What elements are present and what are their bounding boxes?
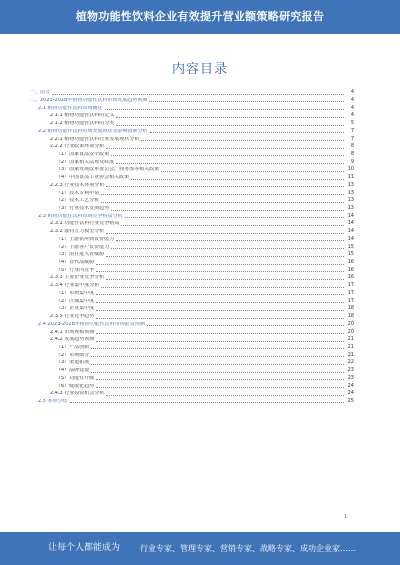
toc-entry[interactable] — [30, 181, 354, 189]
toc-entry-page: 25 — [347, 397, 354, 404]
toc-entry-label: 2.3.4 行业集中度分析 — [50, 283, 100, 289]
toc-leader-dots — [161, 170, 344, 172]
toc-entry-page: 16 — [347, 266, 354, 273]
toc-entry-label: 2.4.2 发展趋势预测 — [50, 337, 95, 343]
toc-leader-dots — [96, 340, 344, 342]
toc-entry[interactable] — [30, 258, 354, 266]
toc-leader-dots — [52, 93, 344, 95]
toc-entry[interactable] — [30, 250, 354, 258]
toc-leader-dots — [121, 224, 344, 226]
toc-entry[interactable] — [30, 320, 354, 328]
toc-leader-dots — [96, 263, 344, 265]
toc-entry-page: 13 — [347, 181, 354, 188]
toc-leader-dots — [101, 201, 344, 203]
toc-leader-dots — [116, 116, 344, 118]
toc-leader-dots — [96, 309, 344, 311]
toc-entry[interactable] — [30, 219, 354, 227]
toc-entry-page: 14 — [347, 235, 354, 242]
toc-entry-label: （2）下游客户议价能力 — [56, 244, 110, 250]
toc-entry-page: 16 — [347, 274, 354, 281]
toc-entry[interactable] — [30, 127, 354, 135]
toc-entry[interactable] — [30, 289, 354, 297]
toc-entry-page: 13 — [347, 189, 354, 196]
toc-entry-label: 2.4 2023-2028年植物功能性饮料市场前景预测 — [38, 321, 145, 327]
toc-entry[interactable] — [30, 235, 354, 243]
toc-leader-dots — [116, 162, 344, 164]
toc-entry-page: 15 — [347, 251, 354, 258]
toc-entry[interactable] — [30, 196, 354, 204]
toc-leader-dots — [106, 232, 344, 234]
toc-entry-page: 15 — [347, 243, 354, 250]
toc-entry-page: 16 — [347, 259, 354, 266]
toc-entry-label: 二、2023-2028年植物功能性饮料市场发展趋势预测 — [30, 97, 148, 103]
toc-leader-dots — [101, 286, 344, 288]
toc-entry-label: 2.3.5 行业竞争趋势 — [50, 314, 95, 320]
toc-entry-label: （2）国家相关法规及标准 — [56, 159, 115, 165]
toc-entry[interactable] — [30, 188, 354, 196]
toc-entry-label: （3）行业技术发展趋势 — [56, 206, 110, 211]
toc-entry-page: 18 — [347, 305, 354, 312]
toc-entry-label: （6）健康化趋势 — [56, 383, 95, 389]
toc-leader-dots — [111, 247, 344, 249]
toc-leader-dots — [149, 100, 344, 102]
toc-entry-label: （3）渠道拓展 — [56, 360, 90, 366]
toc-entry[interactable] — [30, 350, 354, 358]
toc-entry-label: 2.1.2 植物功能性饮料的分类 — [50, 121, 115, 127]
toc-entry[interactable] — [30, 157, 354, 165]
toc-entry[interactable] — [30, 273, 354, 281]
toc-entry[interactable] — [30, 242, 354, 250]
toc-entry-page: 7 — [350, 127, 354, 134]
toc-entry[interactable] — [30, 88, 354, 96]
toc-entry[interactable] — [30, 389, 354, 397]
toc-entry-page: 14 — [347, 228, 354, 235]
toc-entry-page: 17 — [347, 282, 354, 289]
toc-leader-dots — [106, 255, 344, 257]
toc-leader-dots — [96, 386, 344, 388]
toc-entry-label: （1）上游供应商议价能力 — [56, 236, 115, 242]
toc-entry[interactable] — [30, 96, 354, 104]
toc-entry-label: （4）中国食品工业协会相关政策 — [56, 175, 130, 181]
toc-leader-dots — [106, 147, 344, 149]
toc-entry[interactable] — [30, 304, 354, 312]
toc-entry-page: 4 — [350, 112, 354, 119]
toc-leader-dots — [91, 371, 344, 373]
toc-leader-dots — [91, 355, 344, 357]
toc-entry[interactable] — [30, 358, 354, 366]
toc-entry[interactable] — [30, 327, 354, 335]
toc-leader-dots — [150, 131, 344, 133]
toc-entry-label: 2.4.1 市场规模预测 — [50, 329, 95, 335]
toc-entry-label: （3）国家发展改革委员会、商务部等相关政策 — [56, 167, 160, 173]
toc-entry[interactable] — [30, 374, 354, 382]
toc-entry[interactable] — [30, 296, 354, 304]
footer-bar — [0, 532, 400, 565]
toc-entry-label: （5）功能性升级 — [56, 375, 95, 381]
toc-leader-dots — [91, 347, 344, 349]
toc-entry-page: 21 — [347, 343, 354, 350]
toc-leader-dots — [96, 332, 344, 334]
toc-entry[interactable] — [30, 281, 354, 289]
report-title: 植物功能性饮料企业有效提升营业额策略研究报告 — [75, 10, 325, 23]
toc-entry-page: 21 — [347, 336, 354, 343]
toc-entry[interactable] — [30, 312, 354, 320]
toc-entry-page: 4 — [350, 104, 354, 111]
toc-leader-dots — [111, 209, 344, 211]
toc-entry-page: 17 — [347, 289, 354, 296]
toc-leader-dots — [106, 278, 344, 280]
toc-entry[interactable] — [30, 119, 354, 127]
toc-leader-dots — [106, 394, 344, 396]
toc-leader-dots — [105, 108, 344, 110]
toc-entry-label: 2.2.3 行业技术环境分析 — [50, 182, 105, 188]
toc-leader-dots — [96, 378, 344, 380]
toc-entry-page: 17 — [347, 297, 354, 304]
toc-entry-page: 11 — [347, 174, 354, 181]
toc-entry[interactable] — [30, 204, 354, 212]
toc-entry-page: 14 — [347, 212, 354, 219]
toc-leader-dots — [106, 185, 344, 187]
toc-entry-label: （4）品牌建设 — [56, 368, 90, 374]
toc-leader-dots — [116, 124, 344, 126]
toc-leader-dots — [125, 216, 344, 218]
toc-entry-label: 2.4.3 行业投资机会分析 — [50, 391, 105, 397]
toc-entry-page: 14 — [347, 220, 354, 227]
table-of-contents — [30, 88, 354, 404]
toc-entry-label: （3）潜在进入者威胁 — [56, 252, 105, 258]
toc-leader-dots — [101, 193, 344, 195]
footer-roles: 行业专家、管理专家、营销专家、战略专家、成功企业家…… — [140, 544, 356, 553]
toc-entry[interactable] — [30, 381, 354, 389]
toc-entry-label: （2）市场细分 — [56, 352, 90, 358]
toc-entry-label: 2.3.1 功能性饮料行业竞争格局 — [50, 221, 120, 227]
toc-entry-page: 24 — [347, 390, 354, 397]
toc-entry[interactable] — [30, 227, 354, 235]
toc-entry-label: （2）区域集中度 — [56, 298, 95, 304]
toc-entry[interactable] — [30, 343, 354, 351]
toc-entry[interactable] — [30, 173, 354, 181]
toc-entry-label: 2.1 植物功能性饮料市场概述 — [38, 105, 103, 111]
toc-entry[interactable] — [30, 266, 354, 274]
toc-heading: 内容目录 — [171, 62, 228, 77]
report-header-bar — [0, 0, 400, 34]
toc-entry-page: 24 — [347, 382, 354, 389]
toc-leader-dots — [147, 324, 344, 326]
toc-entry-page: 20 — [347, 320, 354, 327]
toc-entry-page: 23 — [347, 367, 354, 374]
toc-leader-dots — [96, 317, 344, 319]
toc-entry-label: 2.3.3 主要企业竞争分析 — [50, 275, 105, 281]
toc-leader-dots — [96, 270, 344, 272]
toc-entry-page: 20 — [347, 328, 354, 335]
toc-entry-label: 一、前言 — [30, 90, 51, 96]
toc-entry-label: 2.3.2 波特五力模型分析 — [50, 229, 105, 235]
toc-leader-dots — [70, 401, 344, 403]
toc-leader-dots — [116, 239, 344, 241]
footer-slogan: 让每个人都能成为 — [48, 543, 121, 553]
toc-entry-page: 4 — [350, 89, 354, 96]
toc-entry-page: 9 — [350, 158, 354, 165]
toc-entry-label: 2.2.1 植物功能性饮料行业发展现状分析 — [50, 136, 140, 142]
toc-leader-dots — [141, 139, 344, 141]
toc-entry-label: 2.5 本章小结 — [38, 398, 68, 404]
toc-entry-label: 2.1.1 植物功能性饮料的定义 — [50, 113, 115, 119]
toc-entry[interactable] — [30, 134, 354, 142]
toc-leader-dots — [111, 154, 344, 156]
toc-entry-label: （1）技术专利申请 — [56, 190, 100, 196]
toc-entry[interactable] — [30, 335, 354, 343]
toc-entry-page: 7 — [350, 135, 354, 142]
toc-entry[interactable] — [30, 165, 354, 173]
toc-leader-dots — [131, 178, 344, 180]
toc-entry-page: 18 — [347, 313, 354, 320]
toc-entry-page: 4 — [350, 96, 354, 103]
toc-entry-label: （2）技术工艺分析 — [56, 198, 100, 204]
toc-entry-page: 8 — [350, 150, 354, 157]
toc-entry-label: 2.2.2 行业政策环境分析 — [50, 144, 105, 150]
toc-leader-dots — [96, 293, 344, 295]
toc-entry-page: 8 — [350, 143, 354, 150]
toc-entry-label: （5）行业内竞争 — [56, 267, 95, 273]
toc-entry[interactable] — [30, 366, 354, 374]
toc-leader-dots — [96, 301, 344, 303]
toc-entry[interactable] — [30, 111, 354, 119]
toc-entry-page: 22 — [347, 359, 354, 366]
toc-entry[interactable] — [30, 142, 354, 150]
toc-entry[interactable] — [30, 397, 354, 405]
toc-entry-label: （1）市场集中度 — [56, 290, 95, 296]
toc-entry-page: 13 — [347, 205, 354, 211]
toc-entry-label: 2.3 植物功能性饮料市场竞争格局分析 — [38, 213, 123, 219]
toc-entry-page: 21 — [347, 351, 354, 358]
toc-entry[interactable] — [30, 150, 354, 158]
toc-leader-dots — [91, 363, 344, 365]
toc-entry-page: 13 — [347, 197, 354, 204]
toc-entry-page: 5 — [350, 120, 354, 127]
toc-entry-label: （1）国家食品安全政策 — [56, 151, 110, 157]
toc-entry-page: 23 — [347, 374, 354, 381]
toc-entry-label: （4）替代品威胁 — [56, 260, 95, 266]
toc-entry[interactable] — [30, 212, 354, 220]
toc-entry-label: （3）企业集中度 — [56, 306, 95, 312]
toc-entry-label: 2.2 植物功能性饮料市场发展现状及影响因素分析 — [38, 128, 148, 134]
toc-entry-label: （1）产品创新 — [56, 344, 90, 350]
page-number: 1 — [344, 514, 348, 520]
toc-entry[interactable] — [30, 103, 354, 111]
toc-entry-page: 10 — [347, 166, 354, 173]
